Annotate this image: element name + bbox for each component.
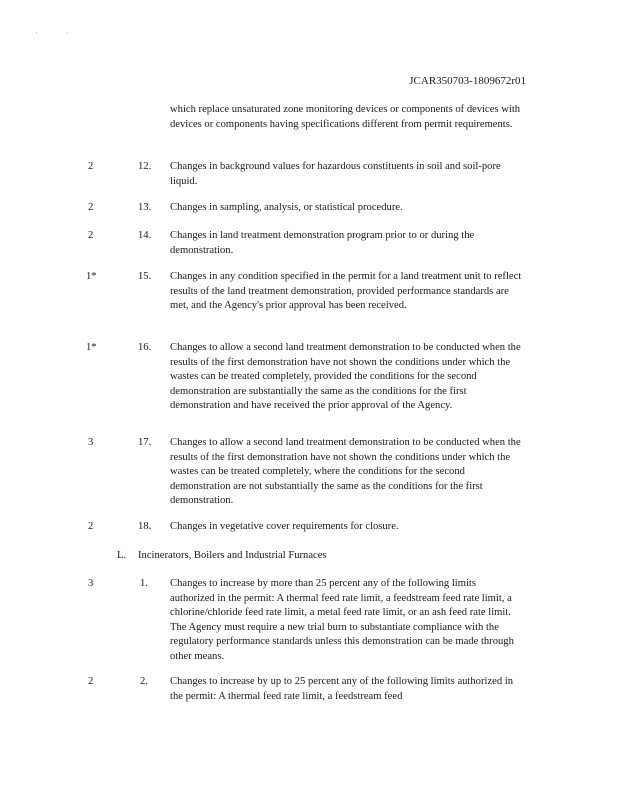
section-title: Incinerators, Boilers and Industrial Furnaces bbox=[138, 550, 327, 561]
item-text: Changes in background values for hazardous constituents in soil and soil-pore liquid. bbox=[170, 161, 501, 187]
item-number: 14. bbox=[138, 230, 152, 241]
section-letter: L. bbox=[117, 550, 127, 561]
item-class: 3 bbox=[88, 437, 94, 448]
item-class: 2 bbox=[88, 676, 94, 687]
item-text: Changes to allow a second land treatment demonstration to be conducted when the results of the first demonstration have not shown the conditions under which the wastes can be treated completely, where the conditions for the second demonstration are not substantially the same as the conditions for the first demonstration. bbox=[170, 437, 521, 506]
item-number: 17. bbox=[138, 437, 152, 448]
item-text: Changes to increase by up to 25 percent any of the following limits authorized in the permit: A thermal feed rate limit, a feedstream feed bbox=[170, 676, 514, 702]
item-class: 3 bbox=[88, 578, 94, 589]
item-number: 16. bbox=[138, 342, 152, 353]
item-text: Changes to allow a second land treatment demonstration to be conducted when the results of the first demonstration have not shown the conditions under which the wastes can be treated completely, provided the conditions for the second demonstration are substantially the same as the conditions for the first demonstration and have received the prior approval of the Agency. bbox=[170, 342, 521, 411]
item-class: 2 bbox=[88, 202, 94, 213]
item-number: 12. bbox=[138, 161, 152, 172]
item-class: 2 bbox=[88, 161, 94, 172]
item-number: 13. bbox=[138, 202, 152, 213]
item-number: 2. bbox=[140, 676, 148, 687]
document-id: JCAR350703-1809672r01 bbox=[409, 75, 526, 87]
item-class: 2 bbox=[88, 521, 94, 532]
item-text: Changes in any condition specified in the permit for a land treatment unit to reflect results of the land treatment demonstration, provided performance standards are met, and the Agency's prior approval has been received. bbox=[170, 271, 522, 311]
item-class: 1* bbox=[86, 271, 97, 282]
item-number: 15. bbox=[138, 271, 152, 282]
item-class: 1* bbox=[86, 342, 97, 353]
item-text: Changes in land treatment demonstration program prior to or during the demonstration. bbox=[170, 230, 475, 256]
item-number: 1. bbox=[140, 578, 148, 589]
continuation-text: which replace unsaturated zone monitoring devices or components of devices with devices or components having specifications different from permit requirements. bbox=[170, 104, 521, 130]
item-text: Changes in sampling, analysis, or statistical procedure. bbox=[170, 202, 403, 213]
scan-marks: ' ' bbox=[36, 32, 82, 38]
item-class: 2 bbox=[88, 230, 94, 241]
item-text: Changes to increase by more than 25 percent any of the following limits authorized in the permit: A thermal feed rate limit, a feedstream feed rate limit, a chlorine/chloride feed rate limit, a metal feed rate limit, or an ash feed rate limit. The Agency must require a new trial burn to substantiate compliance with the regulatory performance standards unless this demonstration can be made through other means. bbox=[170, 578, 514, 662]
item-number: 18. bbox=[138, 521, 152, 532]
item-text: Changes in vegetative cover requirements for closure. bbox=[170, 521, 399, 532]
